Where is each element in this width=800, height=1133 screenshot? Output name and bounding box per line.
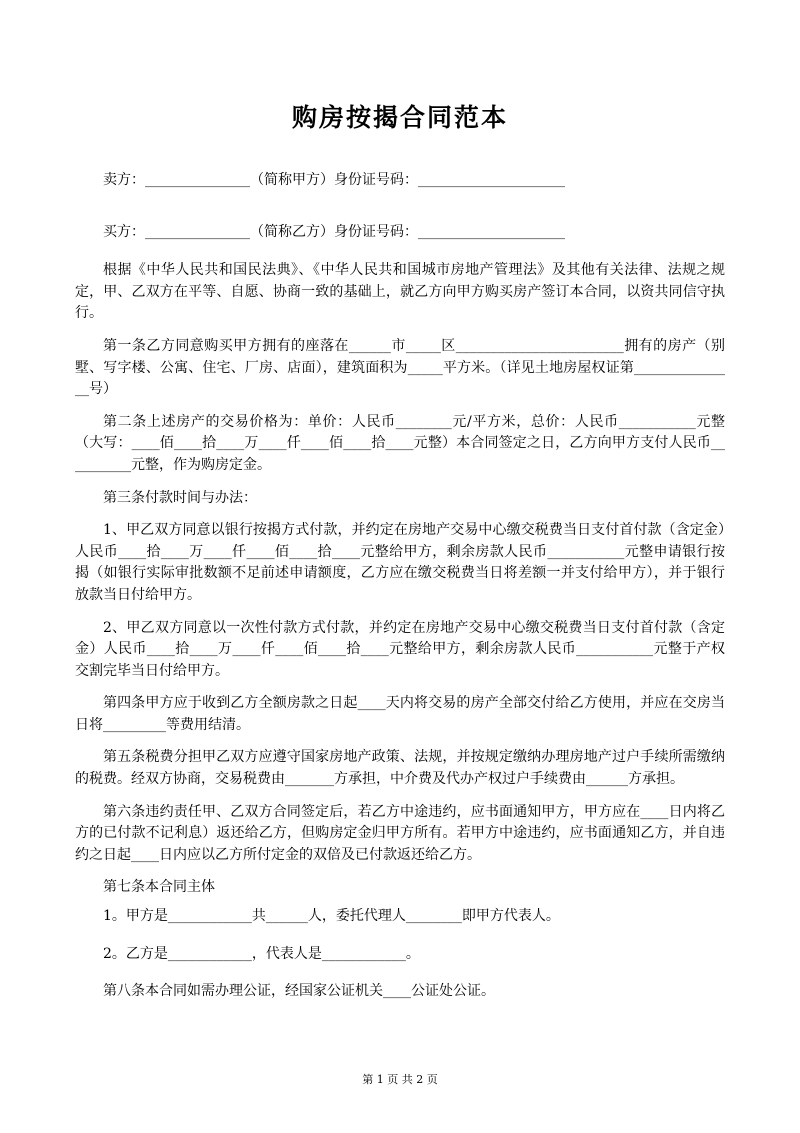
article-3-clause-1: 1、甲乙双方同意以银行按揭方式付款，并约定在房地产交易中心缴交税费当日支付首付款（含定金）人民币____拾____万____仟____佰____拾____元整给甲方，剩余房款人民币___________元整申请银行按揭（如银行实际审批数额不足前述申请额度，乙方应在缴交税费当日将差额一并支付给甲方），并于银行放款当日付给甲方。	[75, 522, 725, 603]
article-4: 第四条甲方应于收到乙方全额房款之日起____天内将交易的房产全部交付给乙方使用，并应在交房当日将_________等费用结清。	[75, 695, 725, 733]
preamble-paragraph: 根据《中华人民共和国民法典》、《中华人民共和国城市房地产管理法》及其他有关法律、法规之规定，甲、乙双方在平等、自愿、协商一致的基础上，就乙方向甲方购买房产签订本合同，以资共同信守执行。	[75, 262, 725, 322]
article-7-clause-2: 2。乙方是____________，代表人是____________。	[103, 945, 420, 962]
document-title: 购房按揭合同范本	[291, 103, 508, 132]
article-7-heading: 第七条本合同主体	[103, 879, 215, 896]
article-3-heading: 第三条付款时间与办法：	[103, 489, 257, 506]
page-footer: 第 1 页 共 2 页	[362, 1073, 438, 1086]
article-3-clause-2: 2、甲乙双方同意以一次性付款方式付款，并约定在房地产交易中心缴交税费当日支付首付款（含定金）人民币____拾____万____仟____佰____拾____元整给甲方，剩余房款人民币___________元整于产权交割完毕当日付给甲方。	[75, 619, 725, 679]
seller-line: 卖方：_______________（简称甲方）身份证号码：_____________________	[103, 172, 565, 188]
document-body	[75, 170, 725, 1003]
article-1: 第一条乙方同意购买甲方拥有的座落在______市_____区________________________拥有的房产（别墅、写字楼、公寓、住宅、厂房、店面），建筑面积为_____平方米。（详见土地房屋权证第_______________号）	[75, 337, 725, 398]
article-8: 第八条本合同如需办理公证，经国家公证机关____公证处公证。	[103, 983, 495, 1000]
article-5: 第五条税费分担甲乙双方应遵守国家房地产政策、法规，并按规定缴纳办理房地产过户手续所需缴纳的税费。经双方协商，交易税费由_______方承担，中介费及代办产权过户手续费由______方承担。	[75, 749, 725, 788]
article-6: 第六条违约责任甲、乙双方合同签定后，若乙方中途违约，应书面通知甲方，甲方应在____日内将乙方的已付款不记利息）返还给乙方，但购房定金归甲方所有。若甲方中途违约，应书面通知乙方，并自违约之日起____日内应以乙方所付定金的双倍及已付款返还给乙方。	[75, 803, 725, 863]
article-2: 第二条上述房产的交易价格为：单价：人民币________元/平方米，总价：人民币___________元整（大写：____佰____拾____万____仟____佰____拾____元整）本合同签定之日，乙方向甲方支付人民币__________元整，作为购房定金。	[75, 413, 725, 473]
article-7-clause-1: 1。甲方是____________共______人，委托代理人________即甲方代表人。	[103, 908, 560, 925]
buyer-line: 买方：_______________（简称乙方）身份证号码：_____________________	[103, 223, 565, 240]
